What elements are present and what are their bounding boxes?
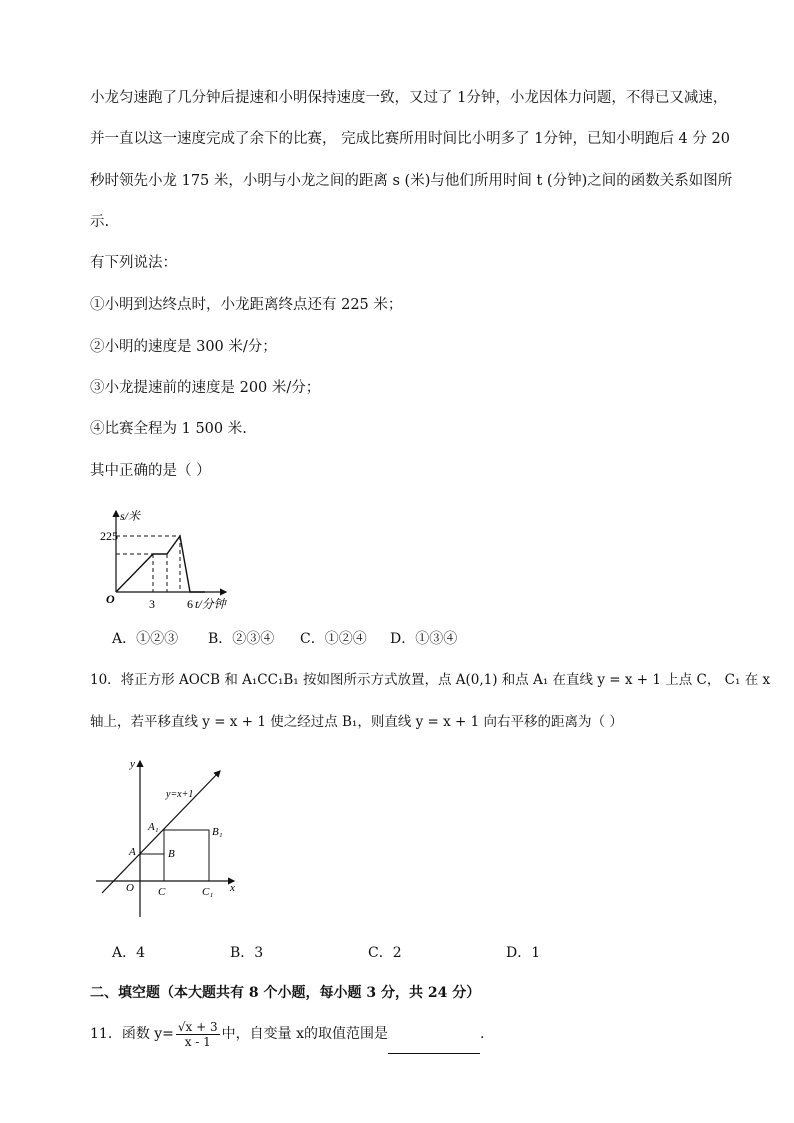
p9-option-d: D．①③④ [390, 631, 458, 647]
p10-option-b: B．3 [230, 945, 264, 961]
svg-text:B₁: B₁ [212, 826, 223, 838]
statement-3: ③小龙提速前的速度是 200 米/分； [90, 380, 321, 396]
p9-option-c: C．①②④ [300, 631, 367, 647]
svg-text:y=x+1: y=x+1 [166, 789, 194, 800]
p10-option-a: A．4 [112, 945, 146, 961]
p10-line2: 轴上，若平移直线 y = x + 1 使之经过点 B₁，则直线 y = x + 1 向右平移的距离为（ ） [90, 714, 623, 730]
svg-text:A: A [129, 846, 136, 858]
p9-option-a: A．①②③ [112, 631, 179, 647]
svg-text:y: y [130, 758, 135, 770]
p9-line2: 并一直以这一速度完成了余下的比赛， 完成比赛所用时间比小明多了 1分钟，已知小明跑后 4 分 20 [90, 131, 730, 147]
p11-prefix: 11．函数 y= [90, 1026, 174, 1042]
p9-line3: 秒时领先小龙 175 米，小明与小龙之间的距离 s (米)与他们所用时间 t (分钟)之间的函数关系如图所 [90, 173, 733, 189]
graph-origin: O [106, 592, 115, 606]
p9-option-b: B．②③④ [208, 631, 275, 647]
graph-curve [116, 536, 205, 592]
p11-line [90, 1014, 484, 1054]
svg-text:C: C [158, 886, 166, 898]
statement-1: ①小明到达终点时，小龙距离终点还有 225 米； [90, 297, 403, 313]
p10-option-d: D．1 [506, 945, 541, 961]
p11-end: . [480, 1026, 485, 1042]
p10-option-c: C．2 [368, 945, 402, 961]
p11-numerator: √x + 3 [177, 1019, 218, 1034]
p11-fraction [176, 1020, 220, 1049]
answer-blank [388, 1039, 480, 1054]
svg-text:O: O [126, 882, 134, 894]
distance-time-graph [100, 505, 250, 617]
statement-4: ④比赛全程为 1 500 米. [90, 421, 247, 437]
p11-denominator: x - 1 [184, 1034, 211, 1049]
svg-text:B: B [168, 848, 175, 860]
p9-intro: 有下列说法： [90, 255, 177, 271]
p9-question: 其中正确的是（ ） [90, 463, 211, 479]
p10-line1: 10．将正方形 AOCB 和 A₁CC₁B₁ 按如图所示方式放置，点 A(0,1) 和点 A₁ 在直线 y = x + 1 上点 C， C₁ 在 x [90, 672, 771, 688]
graph-y-label: s/米 [120, 509, 141, 523]
svg-text:C₁: C₁ [202, 886, 214, 898]
square-figure [96, 757, 246, 919]
graph-x-tick-6: 6 [187, 597, 193, 611]
p9-line1: 小龙匀速跑了几分钟后提速和小明保持速度一致，又过了 1分钟，小龙因体力问题，不得已又减速， [90, 90, 728, 106]
p11-suffix: 中，自变量 x的取值范围是 [221, 1026, 388, 1042]
svg-text:x: x [230, 882, 235, 894]
graph-y-tick: 225 [100, 529, 118, 543]
svg-text:A₁: A₁ [148, 821, 159, 833]
statement-2: ②小明的速度是 300 米/分； [90, 339, 277, 355]
graph-x-label: t/分钟 [195, 597, 226, 611]
fig-line [102, 771, 220, 893]
section-heading: 二、填空题（本大题共有 8 个小题，每小题 3 分，共 24 分） [90, 985, 481, 1001]
square-aocb [140, 854, 164, 881]
p9-line4: 示. [90, 214, 110, 230]
graph-x-tick-3: 3 [149, 597, 155, 611]
